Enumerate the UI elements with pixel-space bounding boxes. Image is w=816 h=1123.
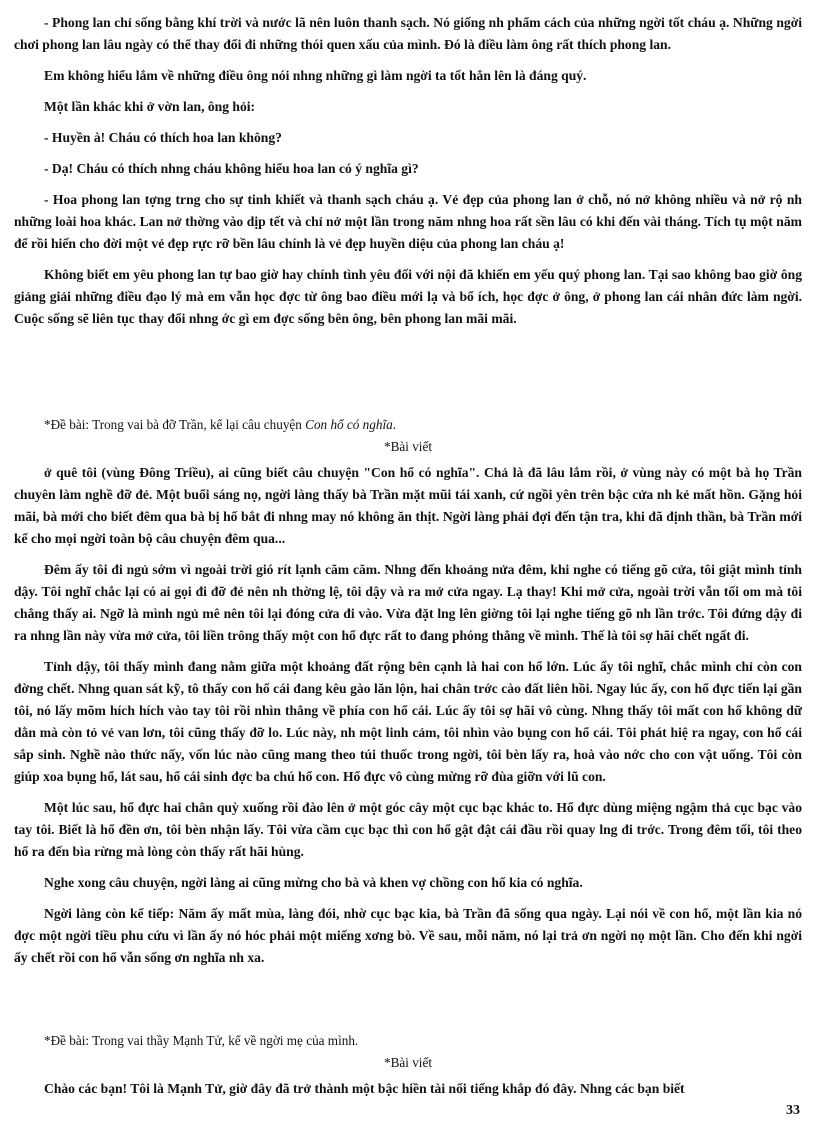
paragraph: Đêm ấy tôi đi ngủ sớm vì ngoài trời gió rít lạnh căm căm. Nhng đến khoảng nửa đêm, khi nghe có tiếng gõ cửa, tôi giật mình tỉnh dậy. Tôi nghĩ chắc lại có ai gọi đi đỡ đẻ nên nh thờng lệ, tôi dậy và ra mở cửa ngay. Lạ thay! Khi mở cửa, ngoài trời vẫn tối om mà tôi chẳng thấy ai. Ngỡ là mình ngủ mê nên tôi lại đóng cửa đi vào. Vừa đặt lng lên giờng tôi lại nghe tiếng gõ nh lần trớc. Tôi đứng dậy đi ra nhng lần này vừa mở cửa, tôi liền trông thấy một con hổ đực rất to đang phóng thẳng về mình. Thế là tôi sợ hãi chết ngất đi.	[14, 562, 802, 643]
section-heading: *Bài viết	[384, 1055, 432, 1070]
paragraph: Tỉnh dậy, tôi thấy mình đang nằm giữa một khoảng đất rộng bên cạnh là hai con hổ lớn. Lúc ấy tôi nghĩ, chắc mình chỉ còn con đờng chết. Nhng quan sát kỹ, tô thấy con hổ cái đang kêu gào lăn lộn, hai chân trớc cào đất liên hồi. Ngay lúc ấy, con hổ đực tiến lại gần tôi, nó lấy mõm hích hích vào tay tôi rồi nhìn thẳng về phía con hổ cái. Lúc ấy tôi sợ hãi vô cùng. Nhng thấy tôi mất con hổ không dữ dằn mà còn tỏ vẻ van lơn, tôi cũng thấy đỡ lo. Lúc này, nh một linh cảm, tôi nhìn vào bụng con hổ cái. Tôi phát hiệ ra ngay, con hổ cái sắp sinh. Nghề nào thức nấy, vốn lúc nào cũng mang theo túi thuốc trong ngời, tôi bèn lấy ra, hoà vào nớc cho con vật uống. Tôi còn giúp xoa bụng hổ, lát sau, hổ cái sinh đợc ba chú hổ con. Hổ đực vô cùng mừng rỡ đùa giỡn với lũ con.	[14, 659, 802, 784]
section-phong-lan	[14, 12, 802, 339]
page-number: 33	[786, 1103, 800, 1118]
paragraph: Chào các bạn! Tôi là Mạnh Tử, giờ đây đã trở thành một bậc hiền tài nổi tiếng khắp đó đây. Nhng các bạn biết	[44, 1081, 685, 1096]
prompt-story-title: Con hổ có nghĩa	[305, 417, 393, 432]
assignment-prompt	[14, 414, 802, 436]
paragraph: - Hoa phong lan tợng trng cho sự tinh khiết và thanh sạch cháu ạ. Vẻ đẹp của phong lan ở chỗ, nó nở không nhiều và nở rộ nh những loài hoa khác. Lan nở thờng vào dịp tết và chỉ nở một lần trong năm nhng hoa rất sền lâu có khi đến vài tháng. Tích tụ một năm để rồi hiến cho đời một vẻ đẹp rực rỡ bền lâu chính là vẻ đẹp huyền diệu của phong lan cháu ạ!	[14, 192, 802, 251]
section-manh-tu	[14, 1030, 802, 1109]
section-con-ho	[14, 414, 802, 978]
assignment-prompt: *Đề bài: Trong vai thầy Mạnh Tử, kể về ngời mẹ của mình.	[44, 1033, 359, 1048]
paragraph: ở quê tôi (vùng Đông Triều), ai cũng biết câu chuyện "Con hổ có nghĩa". Chả là đã lâu lắm rồi, ở vùng này có một bà họ Trần chuyên làm nghề đỡ đẻ. Một buổi sáng nọ, ngời làng thấy bà Trần mặt mũi tái xanh, cứ ngồi yên trên bậc cửa nh kẻ mất hồn. Gặng hỏi mãi, bà mới cho biết đêm qua bà bị hổ bắt đi nhng may nó không ăn thịt. Ngời làng phải đợi đến tận tra, khi đã định thần, bà Trần mới kể cho mọi ngời toàn bộ câu chuyện đêm qua...	[14, 465, 802, 546]
paragraph: Em không hiểu lắm về những điều ông nói nhng những gì làm ngời ta tốt hẳn lên là đáng quý.	[44, 68, 587, 83]
paragraph: - Huyền à! Cháu có thích hoa lan không?	[44, 130, 282, 145]
paragraph: - Phong lan chỉ sống bằng khí trời và nước lã nên luôn thanh sạch. Nó giống nh phẩm cách của những ngời tốt cháu ạ. Những ngời chơi phong lan lâu ngày có thể thay đổi đi những thói quen xấu của mình. Đó là điều làm ông rất thích phong lan.	[14, 15, 802, 52]
paragraph: Ngời làng còn kể tiếp: Năm ấy mất mùa, làng đói, nhờ cục bạc kia, bà Trần đã sống qua ngày. Lại nói về con hổ, một lần kia nó đợc một ngời tiều phu cứu vì lần ấy nó hóc phải một miếng xơng bò. Về sau, mỗi năm, nó lại trả ơn ngời nọ một lần. Cho đến khi ngời ấy chết rồi con hổ vẫn sống ơn nghĩa nh xa.	[14, 906, 802, 965]
section-heading: *Bài viết	[384, 439, 432, 454]
paragraph: Không biết em yêu phong lan tự bao giờ hay chính tình yêu đối với nội đã khiến em yếu quý phong lan. Tại sao không bao giờ ông giảng giải những điều đạo lý mà em vẫn học đợc từ ông bao điều mới lạ và bổ ích, học đợc ở ông, ở phong lan cái nhân đức làm ngời. Cuộc sống sẽ liên tục thay đổi nhng ớc gì em đợc sống bên ông, bên phong lan mãi mãi.	[14, 267, 802, 326]
paragraph: Nghe xong câu chuyện, ngời làng ai cũng mừng cho bà và khen vợ chồng con hổ kia có nghĩa.	[44, 875, 583, 890]
paragraph: Một lần khác khi ở vờn lan, ông hỏi:	[44, 99, 256, 114]
paragraph: Một lúc sau, hổ đực hai chân quỳ xuống rồi đào lên ở một góc cây một cục bạc khác to. Hổ đực dùng miệng ngậm thả cục bạc vào tay tôi. Biết là hổ đền ơn, tôi bèn nhận lấy. Tôi vừa cầm cục bạc thì con hổ gật đật cái đầu rồi quay lng đi trớc. Trong đêm tối, tôi theo hổ ra đến bìa rừng mà lòng còn thấy rất hãi hùng.	[14, 800, 802, 859]
prompt-prefix: *Đề bài: Trong vai bà đỡ Trần, kể lại câu chuyện	[44, 417, 306, 432]
paragraph: - Dạ! Cháu có thích nhng cháu không hiểu hoa lan có ý nghĩa gì?	[44, 161, 419, 176]
prompt-suffix: .	[392, 417, 397, 432]
